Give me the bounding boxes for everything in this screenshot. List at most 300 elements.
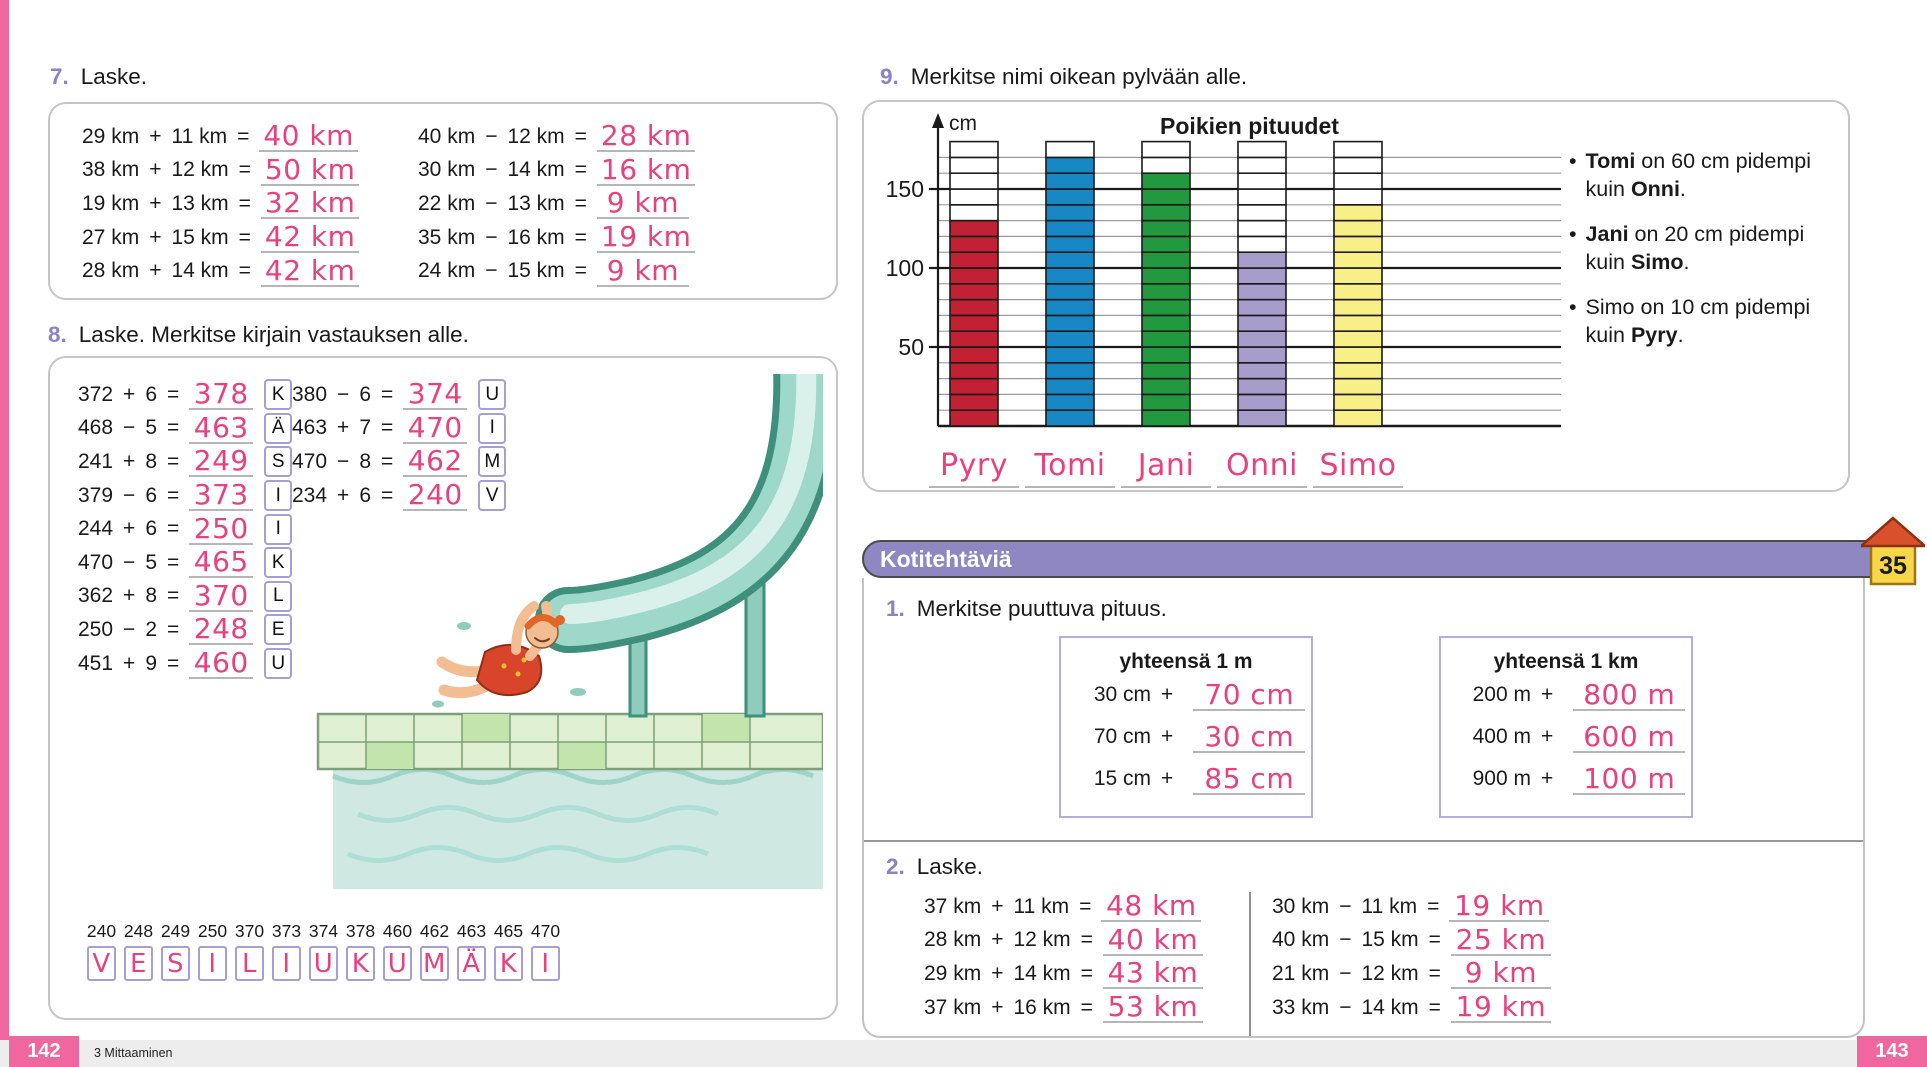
- equals-sign: =: [1079, 894, 1092, 918]
- length-row: [1441, 758, 1691, 800]
- operand-b: 8: [145, 584, 157, 608]
- key-letter-box[interactable]: [457, 946, 486, 981]
- key-item: [123, 921, 154, 981]
- letter-box: K: [264, 547, 292, 578]
- operand-a: 40 km: [1272, 928, 1330, 952]
- answer-blank[interactable]: 460: [189, 650, 253, 679]
- operator: −: [123, 550, 136, 574]
- operand-b: 6: [145, 517, 157, 541]
- homework-2-title: Laske.: [916, 854, 984, 879]
- operand-b: 8: [359, 449, 371, 473]
- operand-b: 13 km: [171, 191, 229, 215]
- key-number: 248: [123, 921, 154, 941]
- key-letter: U: [387, 948, 408, 979]
- operator: +: [123, 651, 136, 675]
- equation-row: [1272, 991, 1551, 1025]
- key-letter: I: [541, 948, 550, 979]
- answer-blank[interactable]: 70 cm: [1193, 682, 1305, 711]
- bar-name-label[interactable]: Onni: [1217, 448, 1307, 488]
- equation-row: [78, 479, 292, 513]
- equation-row: [82, 154, 359, 188]
- operand-b: 12 km: [1361, 961, 1419, 985]
- operand-a: 40 km: [418, 124, 476, 148]
- clue-text: Simo on 10 cm pidempi kuin Pyry.: [1585, 294, 1811, 347]
- operand-a: 451: [78, 651, 114, 675]
- letter-box: K: [264, 379, 292, 410]
- equation-row: [418, 154, 695, 188]
- operand-a: 29 km: [924, 961, 982, 985]
- equals-sign: =: [167, 617, 180, 641]
- key-letter-box[interactable]: [87, 946, 116, 981]
- operand-a: 24 km: [418, 259, 476, 283]
- page-number-left: 142: [9, 1036, 79, 1067]
- key-letter-box[interactable]: [420, 946, 449, 981]
- answer-blank[interactable]: 374: [403, 381, 467, 410]
- answer-blank[interactable]: 800 m: [1573, 682, 1685, 711]
- operand-a: 470: [78, 550, 114, 574]
- equals-sign: =: [1080, 928, 1093, 952]
- equals-sign: =: [167, 517, 180, 541]
- exercise-9-number: 9.: [880, 64, 899, 89]
- key-item: [382, 921, 413, 981]
- key-item: [493, 921, 524, 981]
- answer-blank[interactable]: 16 km: [597, 157, 696, 186]
- operand-b: 15 km: [171, 225, 229, 249]
- answer-blank[interactable]: 28 km: [597, 123, 696, 152]
- equation-row: [924, 957, 1203, 991]
- homework-header-bar: [862, 540, 1880, 578]
- plus-sign: +: [1541, 767, 1554, 790]
- exercise-7-left-column: [82, 120, 359, 288]
- operand-b: 8: [145, 449, 157, 473]
- operand-b: 6: [145, 382, 157, 406]
- operand-a: 37 km: [924, 894, 982, 918]
- equation-row: [924, 890, 1203, 924]
- equals-sign: =: [574, 158, 587, 182]
- key-letter-box[interactable]: [346, 946, 375, 981]
- key-letter-box[interactable]: [272, 946, 301, 981]
- sum-1m-title: yhteensä 1 m: [1119, 650, 1253, 673]
- y-tick-label: 50: [898, 334, 924, 360]
- operator: +: [123, 382, 136, 406]
- key-letter: K: [499, 948, 518, 979]
- equals-sign: =: [167, 550, 180, 574]
- equals-sign: =: [238, 191, 251, 215]
- page-number-right: 143: [1857, 1036, 1927, 1067]
- operand-a: 380: [292, 382, 328, 406]
- bar-name-label[interactable]: Tomi: [1025, 448, 1115, 488]
- y-tick-label: 150: [885, 176, 924, 202]
- operator: −: [123, 617, 136, 641]
- operator: +: [123, 584, 136, 608]
- exercise-7-panel: [48, 102, 838, 300]
- key-item: [419, 921, 450, 981]
- operand-b: 12 km: [507, 124, 565, 148]
- operand-b: 5: [145, 550, 157, 574]
- boys-heights-bar-chart: [882, 108, 1582, 453]
- chapter-label: 3 Mittaaminen: [94, 1046, 173, 1060]
- answer-blank[interactable]: 42 km: [261, 224, 360, 253]
- equation-row: [78, 647, 292, 681]
- letter-box: I: [478, 413, 506, 444]
- homework-2-right-column: [1272, 890, 1551, 1024]
- equation-row: [78, 412, 292, 446]
- bar-name-label[interactable]: Jani: [1121, 448, 1211, 488]
- operand-b: 6: [145, 483, 157, 507]
- equals-sign: =: [381, 483, 394, 507]
- chart-title: Poikien pituudet: [1160, 113, 1339, 139]
- y-tick-label: 100: [885, 255, 924, 281]
- operator: −: [1339, 928, 1352, 952]
- answer-blank[interactable]: 43 km: [1103, 960, 1203, 989]
- answer-blank[interactable]: 19 km: [1451, 994, 1551, 1023]
- answer-blank[interactable]: 40 km: [259, 123, 358, 152]
- bar-pyry: [950, 142, 998, 426]
- key-item: [530, 921, 561, 981]
- key-letter: M: [423, 948, 446, 979]
- equals-sign: =: [167, 416, 180, 440]
- key-letter: S: [166, 948, 184, 979]
- length-row: [1441, 716, 1691, 758]
- equals-sign: =: [167, 651, 180, 675]
- equation-row: [78, 580, 292, 614]
- house-badge-number: 35: [1879, 552, 1907, 580]
- key-number: 470: [530, 921, 561, 941]
- answer-blank[interactable]: 50 km: [261, 157, 360, 186]
- equation-row: [924, 924, 1203, 958]
- sum-1km-box: [1439, 636, 1693, 818]
- operator: +: [149, 158, 162, 182]
- operator: +: [149, 191, 162, 215]
- letter-box: U: [478, 379, 506, 410]
- answer-blank[interactable]: 248: [189, 616, 253, 645]
- exercise-7-number: 7.: [50, 64, 69, 89]
- operand-a: 33 km: [1272, 995, 1330, 1019]
- answer-blank[interactable]: 32 km: [261, 190, 360, 219]
- key-number: 370: [234, 921, 265, 941]
- key-item: [456, 921, 487, 981]
- operand-a: 19 km: [82, 191, 140, 215]
- operator: −: [1339, 995, 1352, 1019]
- operator: +: [149, 225, 162, 249]
- exercise-8-title: Laske. Merkitse kirjain vastauksen alle.: [78, 322, 469, 347]
- key-item: [197, 921, 228, 981]
- given-length: 200 m: [1472, 683, 1531, 706]
- key-letter-box[interactable]: [161, 946, 190, 981]
- operand-b: 16 km: [1013, 995, 1071, 1019]
- key-number: 373: [271, 921, 302, 941]
- operator: +: [991, 961, 1004, 985]
- operator: −: [1339, 961, 1352, 985]
- operand-a: 379: [78, 483, 114, 507]
- key-letter-box[interactable]: [198, 946, 227, 981]
- answer-blank[interactable]: 19 km: [597, 224, 696, 253]
- key-letter-box[interactable]: [494, 946, 523, 981]
- homework-2-number: 2.: [886, 854, 905, 879]
- key-number: 378: [345, 921, 376, 941]
- answer-blank[interactable]: 600 m: [1573, 724, 1685, 753]
- equation-row: [292, 479, 506, 513]
- clue-text: Tomi on 60 cm pidempi kuin Onni.: [1585, 149, 1811, 201]
- equation-row: [1272, 957, 1551, 991]
- operator: −: [485, 259, 498, 283]
- answer-blank[interactable]: 462: [403, 448, 467, 477]
- answer-blank[interactable]: 9 km: [597, 258, 689, 287]
- operand-b: 14 km: [1361, 995, 1419, 1019]
- bar-simo: [1334, 142, 1382, 426]
- answer-blank[interactable]: 373: [189, 482, 253, 511]
- operator: −: [1339, 894, 1352, 918]
- equals-sign: =: [381, 449, 394, 473]
- equation-row: [418, 187, 695, 221]
- equals-sign: =: [167, 449, 180, 473]
- equation-row: [78, 546, 292, 580]
- operator: −: [123, 483, 136, 507]
- operator: −: [485, 191, 498, 215]
- answer-blank[interactable]: 9 km: [597, 190, 689, 219]
- key-number: 249: [160, 921, 191, 941]
- operand-b: 11 km: [171, 124, 228, 148]
- answer-blank[interactable]: 48 km: [1101, 893, 1201, 922]
- answer-blank[interactable]: 25 km: [1451, 927, 1551, 956]
- operand-b: 5: [145, 416, 157, 440]
- given-length: 400 m: [1472, 725, 1531, 748]
- operand-a: 463: [292, 416, 328, 440]
- height-clue: [1569, 294, 1837, 350]
- equals-sign: =: [238, 225, 251, 249]
- letter-box: L: [264, 581, 292, 612]
- operator: −: [485, 225, 498, 249]
- homework-section: [862, 578, 1865, 1038]
- operand-a: 30 km: [418, 158, 476, 182]
- operator: −: [485, 158, 498, 182]
- operand-a: 30 km: [1272, 894, 1330, 918]
- length-row: [1441, 674, 1691, 716]
- key-item: [308, 921, 339, 981]
- key-letter-box[interactable]: [309, 946, 338, 981]
- operator: +: [991, 928, 1004, 952]
- answer-blank[interactable]: 465: [189, 549, 253, 578]
- equals-sign: =: [167, 584, 180, 608]
- equals-sign: =: [237, 124, 250, 148]
- operand-b: 14 km: [507, 158, 565, 182]
- footer-band: [0, 1040, 1927, 1067]
- homework-1-header: [886, 596, 1167, 622]
- answer-blank[interactable]: 30 cm: [1193, 724, 1305, 753]
- key-item: [160, 921, 191, 981]
- answer-blank[interactable]: 250: [189, 516, 253, 545]
- equation-row: [82, 120, 359, 154]
- equals-sign: =: [574, 259, 587, 283]
- sliding-kid: [432, 606, 586, 708]
- bar-name-label[interactable]: Pyry: [929, 448, 1019, 488]
- pool-water: [333, 769, 823, 889]
- key-letter: I: [282, 948, 291, 979]
- key-letter-box[interactable]: [531, 946, 560, 981]
- equals-sign: =: [167, 483, 180, 507]
- key-letter: K: [351, 948, 370, 979]
- equals-sign: =: [381, 382, 394, 406]
- operator: +: [149, 124, 162, 148]
- key-letter-box[interactable]: [383, 946, 412, 981]
- key-number: 462: [419, 921, 450, 941]
- bullet-icon: •: [1569, 221, 1577, 246]
- homework-divider: [864, 840, 1863, 842]
- answer-blank[interactable]: 249: [189, 448, 253, 477]
- bar-tomi: [1046, 142, 1094, 426]
- given-length: 70 cm: [1093, 725, 1151, 748]
- axis-arrow-icon: [932, 113, 944, 128]
- operand-a: 244: [78, 517, 114, 541]
- operand-a: 250: [78, 617, 114, 641]
- water-slide: [568, 374, 806, 716]
- equation-row: [82, 221, 359, 255]
- answer-blank[interactable]: 470: [403, 415, 467, 444]
- operator: +: [991, 894, 1004, 918]
- bar-name-label[interactable]: Simo: [1313, 448, 1403, 488]
- length-row: [1061, 716, 1311, 758]
- plus-sign: +: [1541, 725, 1554, 748]
- answer-blank[interactable]: 19 km: [1449, 893, 1549, 922]
- operand-a: 362: [78, 584, 114, 608]
- operand-b: 9: [145, 651, 157, 675]
- exercise-9-title: Merkitse nimi oikean pylvään alle.: [910, 64, 1248, 89]
- bar-chart-panel: [862, 100, 1850, 492]
- exercise-7-title: Laske.: [80, 64, 148, 89]
- operand-a: 241: [78, 449, 114, 473]
- letter-box: V: [478, 480, 506, 511]
- key-letter-box[interactable]: [235, 946, 264, 981]
- equation-row: [292, 445, 506, 479]
- operator: +: [337, 483, 350, 507]
- height-clue-list: [1569, 148, 1837, 367]
- answer-blank[interactable]: 378: [189, 381, 253, 410]
- equation-row: [78, 445, 292, 479]
- exercise-8-right-column: [292, 378, 506, 512]
- equals-sign: =: [238, 158, 251, 182]
- equation-row: [418, 221, 695, 255]
- key-item: [234, 921, 265, 981]
- operand-b: 2: [145, 617, 157, 641]
- length-row: [1061, 758, 1311, 800]
- letter-box: I: [264, 514, 292, 545]
- equation-row: [418, 254, 695, 288]
- operator: −: [485, 124, 498, 148]
- exercise-9-header: [880, 64, 1247, 90]
- equals-sign: =: [238, 259, 251, 283]
- y-axis-unit: cm: [949, 112, 977, 135]
- equation-row: [82, 187, 359, 221]
- sum-1m-box: [1059, 636, 1313, 818]
- operand-a: 470: [292, 449, 328, 473]
- exercise-8-header: [48, 322, 469, 348]
- operand-b: 11 km: [1013, 894, 1070, 918]
- answer-key-row: [86, 921, 567, 981]
- clue-text: Jani on 20 cm pidempi kuin Simo.: [1585, 221, 1805, 274]
- letter-box: I: [264, 480, 292, 511]
- equals-sign: =: [1080, 995, 1093, 1019]
- key-item: [86, 921, 117, 981]
- operand-b: 15 km: [1361, 928, 1419, 952]
- operator: −: [123, 416, 136, 440]
- answer-blank[interactable]: 85 cm: [1193, 766, 1305, 795]
- homework-2-header: [886, 854, 983, 880]
- plus-sign: +: [1161, 683, 1174, 706]
- sum-1km-title: yhteensä 1 km: [1493, 650, 1639, 673]
- operand-a: 28 km: [924, 928, 982, 952]
- answer-blank[interactable]: 463: [189, 415, 253, 444]
- operand-b: 6: [359, 382, 371, 406]
- operand-a: 234: [292, 483, 328, 507]
- key-letter: E: [130, 948, 147, 979]
- equation-row: [78, 378, 292, 412]
- operand-b: 11 km: [1361, 894, 1418, 918]
- operand-b: 12 km: [1013, 928, 1071, 952]
- operand-b: 14 km: [171, 259, 229, 283]
- operand-a: 372: [78, 382, 114, 406]
- given-length: 30 cm: [1093, 683, 1151, 706]
- key-item: [271, 921, 302, 981]
- operator: +: [123, 449, 136, 473]
- key-letter-box[interactable]: [124, 946, 153, 981]
- letter-box: U: [264, 648, 292, 679]
- key-letter: I: [208, 948, 217, 979]
- bullet-icon: •: [1569, 294, 1577, 319]
- equation-row: [1272, 924, 1551, 958]
- exercise-7-right-column: [418, 120, 695, 288]
- equation-row: [292, 412, 506, 446]
- operand-a: 37 km: [924, 995, 982, 1019]
- answer-blank[interactable]: 42 km: [261, 258, 360, 287]
- operator: +: [337, 416, 350, 440]
- equation-row: [82, 254, 359, 288]
- answer-blank[interactable]: 40 km: [1103, 927, 1203, 956]
- equals-sign: =: [1428, 995, 1441, 1019]
- equals-sign: =: [167, 382, 180, 406]
- answer-blank[interactable]: 240: [403, 482, 467, 511]
- operand-b: 15 km: [507, 259, 565, 283]
- answer-blank[interactable]: 100 m: [1573, 766, 1685, 795]
- equals-sign: =: [1428, 961, 1441, 985]
- operator: +: [123, 517, 136, 541]
- operator: −: [337, 449, 350, 473]
- letter-box: Ä: [264, 413, 292, 444]
- homework-1-title: Merkitse puuttuva pituus.: [916, 596, 1167, 621]
- answer-blank[interactable]: 370: [189, 583, 253, 612]
- height-clue: [1569, 148, 1837, 204]
- operand-a: 29 km: [82, 124, 140, 148]
- answer-blank[interactable]: 9 km: [1451, 960, 1551, 989]
- homework-1-number: 1.: [886, 596, 905, 621]
- operand-b: 13 km: [507, 191, 565, 215]
- equals-sign: =: [574, 225, 587, 249]
- letter-box: S: [264, 446, 292, 477]
- answer-blank[interactable]: 53 km: [1103, 994, 1203, 1023]
- operand-a: 22 km: [418, 191, 476, 215]
- equals-sign: =: [1428, 928, 1441, 952]
- given-length: 900 m: [1472, 767, 1531, 790]
- height-clue: [1569, 221, 1837, 277]
- exercise-8-number: 8.: [48, 322, 67, 347]
- key-number: 465: [493, 921, 524, 941]
- operand-a: 28 km: [82, 259, 140, 283]
- operand-a: 35 km: [418, 225, 476, 249]
- equals-sign: =: [574, 124, 587, 148]
- operand-b: 16 km: [507, 225, 565, 249]
- operator: +: [149, 259, 162, 283]
- equals-sign: =: [574, 191, 587, 215]
- operand-a: 27 km: [82, 225, 140, 249]
